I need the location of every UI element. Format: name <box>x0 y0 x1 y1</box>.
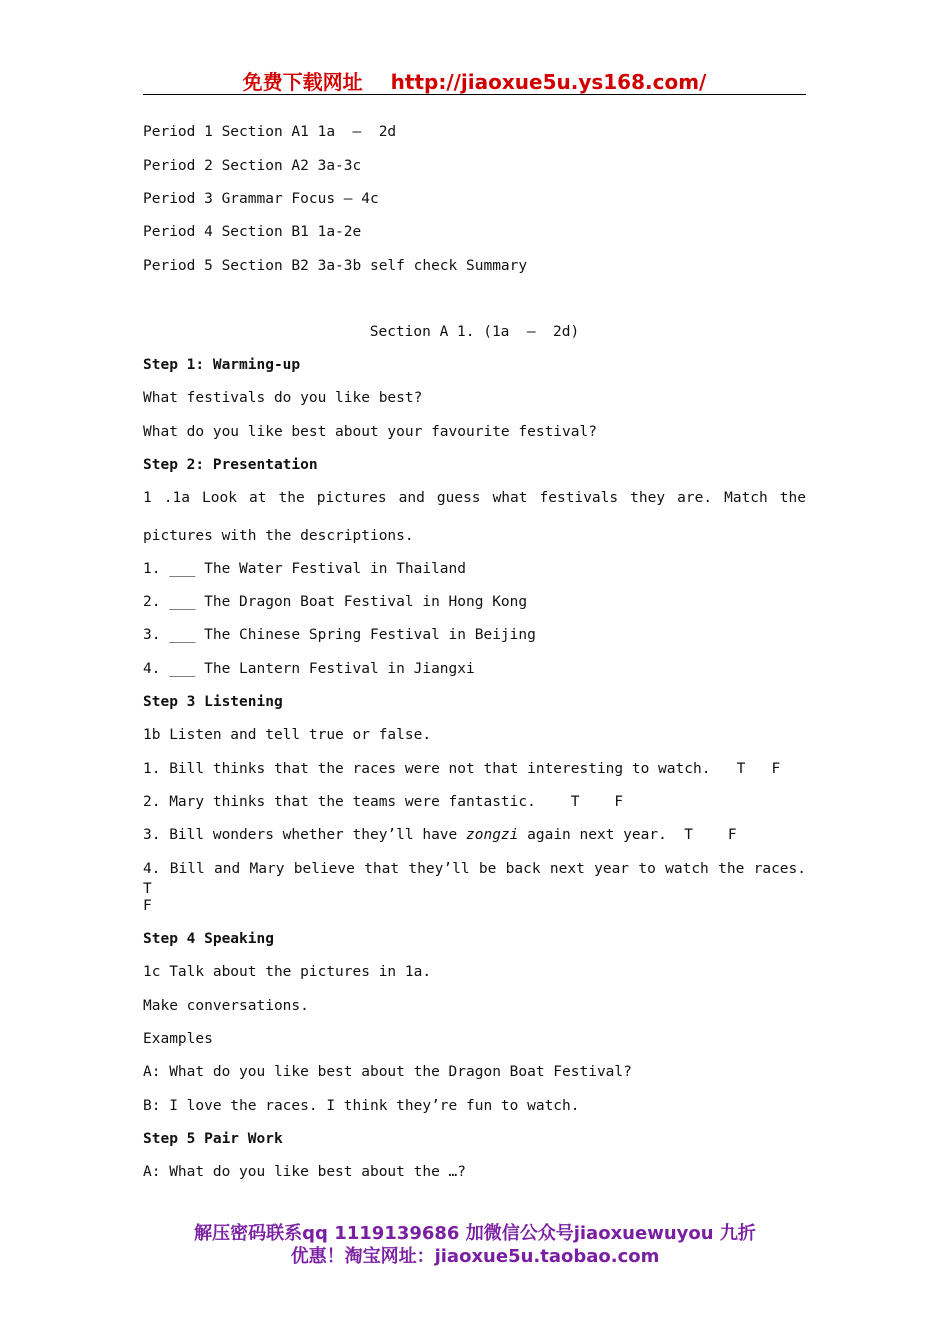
header-divider <box>143 94 806 95</box>
step4-line-1: 1c Talk about the pictures in 1a. <box>143 964 432 980</box>
step2-item-2: 2. ___ The Dragon Boat Festival in Hong Kong <box>143 594 528 610</box>
step3-item-4-line-2: F <box>143 898 152 914</box>
step2-item-1: 1. ___ The Water Festival in Thailand <box>143 561 467 577</box>
period-line-5: Period 5 Section B2 3a-3b self check Summary <box>143 258 528 274</box>
step2-item-3: 3. ___ The Chinese Spring Festival in Beijing <box>143 627 536 643</box>
step2-heading: Step 2: Presentation <box>143 457 318 473</box>
period-line-1: Period 1 Section A1 1a – 2d <box>143 124 397 140</box>
step5-line-1: A: What do you like best about the …? <box>143 1164 467 1180</box>
step4-line-4: A: What do you like best about the Dragon Boat Festival? <box>143 1064 632 1080</box>
step4-heading: Step 4 Speaking <box>143 931 274 947</box>
step4-line-3: Examples <box>143 1031 213 1047</box>
step3-item-1: 1. Bill thinks that the races were not that interesting to watch. T F <box>143 761 781 777</box>
step3-item-4-line-1: 4. Bill and Mary believe that they’ll be back next year to watch the races. T <box>143 861 806 897</box>
step3-heading: Step 3 Listening <box>143 694 283 710</box>
period-line-3: Period 3 Grammar Focus – 4c <box>143 191 379 207</box>
step2-intro-line-1: 1 .1a Look at the pictures and guess what festivals they are. Match the <box>143 490 806 506</box>
step1-question-2: What do you like best about your favourite festival? <box>143 424 597 440</box>
step5-heading: Step 5 Pair Work <box>143 1131 283 1147</box>
step3-item-3-post: again next year. T F <box>518 827 737 843</box>
step3-item-3-emphasis: zongzi <box>466 827 519 843</box>
footer-line-2: 优惠！淘宝网址：jiaoxue5u.taobao.com <box>290 1246 660 1267</box>
step1-heading: Step 1: Warming-up <box>143 357 301 373</box>
step3-item-3-pre: 3. Bill wonders whether they’ll have <box>143 827 467 843</box>
period-line-4: Period 4 Section B1 1a-2e <box>143 224 362 240</box>
step3-item-2: 2. Mary thinks that the teams were fantastic. T F <box>143 794 624 810</box>
header-label: 免费下载网址 <box>242 70 363 94</box>
step2-intro-line-2: pictures with the descriptions. <box>143 528 414 544</box>
page-header <box>143 66 806 95</box>
section-title: Section A 1. (1a – 2d) <box>369 324 580 340</box>
header-url-link[interactable]: http://jiaoxue5u.ys168.com/ <box>390 70 707 94</box>
step1-question-1: What festivals do you like best? <box>143 390 423 406</box>
step3-item-3 <box>143 825 737 845</box>
step2-item-4: 4. ___ The Lantern Festival in Jiangxi <box>143 661 475 677</box>
step4-line-2: Make conversations. <box>143 998 309 1014</box>
period-line-2: Period 2 Section A2 3a-3c <box>143 158 362 174</box>
step4-line-5: B: I love the races. I think they’re fun to watch. <box>143 1098 580 1114</box>
footer-line-1: 解压密码联系qq 1119139686 加微信公众号jiaoxuewuyou 九折 <box>194 1223 756 1244</box>
step3-instruction: 1b Listen and tell true or false. <box>143 727 432 743</box>
